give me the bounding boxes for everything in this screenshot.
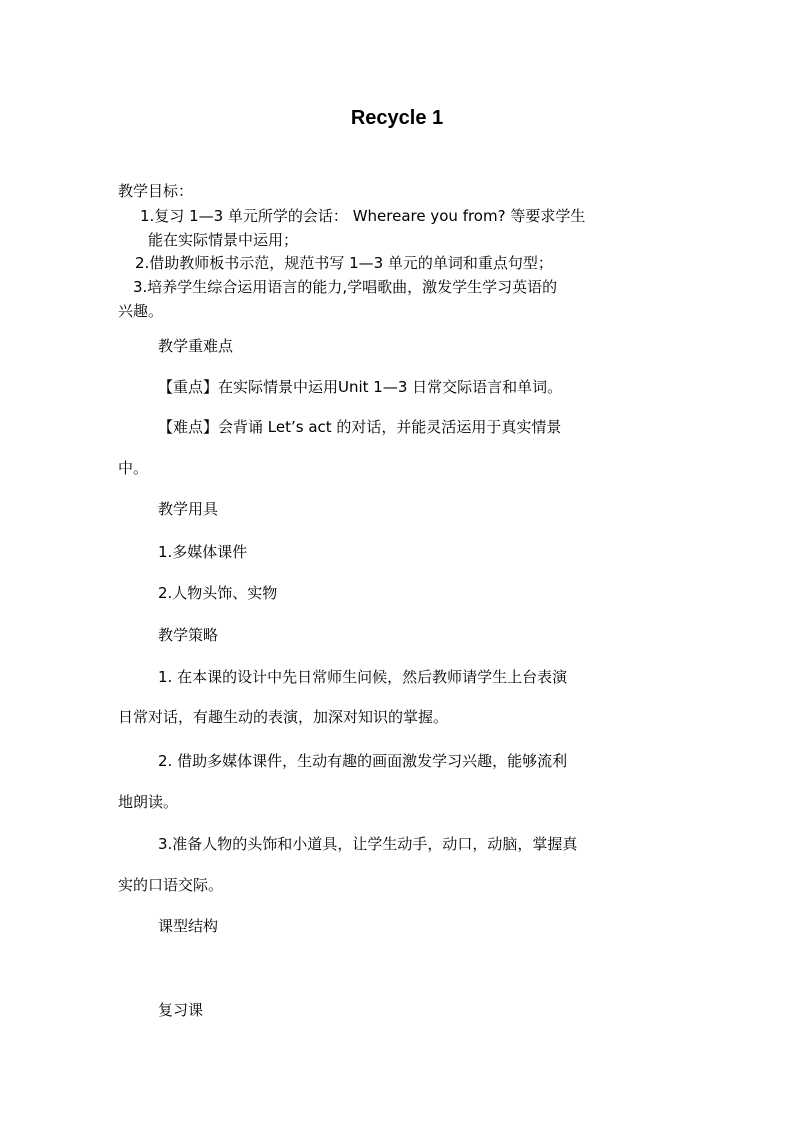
strategy-3-line-1: 3.准备人物的头饰和小道具，让学生动手，动口，动脑，掌握真 [158, 835, 578, 853]
objective-3-line-1: 3.培养学生综合运用语言的能力,学唱歌曲，激发学生学习英语的 [133, 278, 558, 296]
difficult-point-line-2: 中。 [118, 459, 149, 477]
tool-item-2: 2.人物头饰、实物 [158, 584, 278, 602]
strategy-2-line-2: 地朗读。 [118, 793, 179, 811]
document-title: Recycle 1 [350, 107, 444, 129]
lesson-type: 复习课 [158, 1001, 204, 1019]
strategy-1-line-1: 1. 在本课的设计中先日常师生问候，然后教师请学生上台表演 [158, 668, 568, 686]
strategy-1-line-2: 日常对话，有趣生动的表演，加深对知识的掌握。 [118, 708, 449, 726]
structure-heading: 课型结构 [158, 917, 219, 935]
difficult-point-line-1: 【难点】会背诵 Let’s act 的对话，并能灵活运用于真实情景 [158, 418, 562, 436]
objective-1-line-2: 能在实际情景中运用； [148, 231, 299, 249]
tools-heading: 教学用具 [158, 500, 219, 518]
objective-3-line-2: 兴趣。 [118, 302, 164, 320]
objective-1-line-1: 1.复习 1—3 单元所学的会话： Whereare you from? 等要求学生 [140, 207, 586, 225]
strategy-heading: 教学策略 [158, 626, 219, 644]
key-point: 【重点】在实际情景中运用Unit 1—3 日常交际语言和单词。 [158, 378, 563, 396]
tool-item-1: 1.多媒体课件 [158, 543, 248, 561]
key-points-heading: 教学重难点 [158, 337, 234, 355]
objective-2: 2.借助教师板书示范，规范书写 1—3 单元的单词和重点句型； [135, 254, 553, 272]
strategy-3-line-2: 实的口语交际。 [118, 876, 224, 894]
strategy-2-line-1: 2. 借助多媒体课件，生动有趣的画面激发学习兴趣，能够流利 [158, 752, 568, 770]
objectives-heading: 教学目标： [118, 182, 194, 200]
